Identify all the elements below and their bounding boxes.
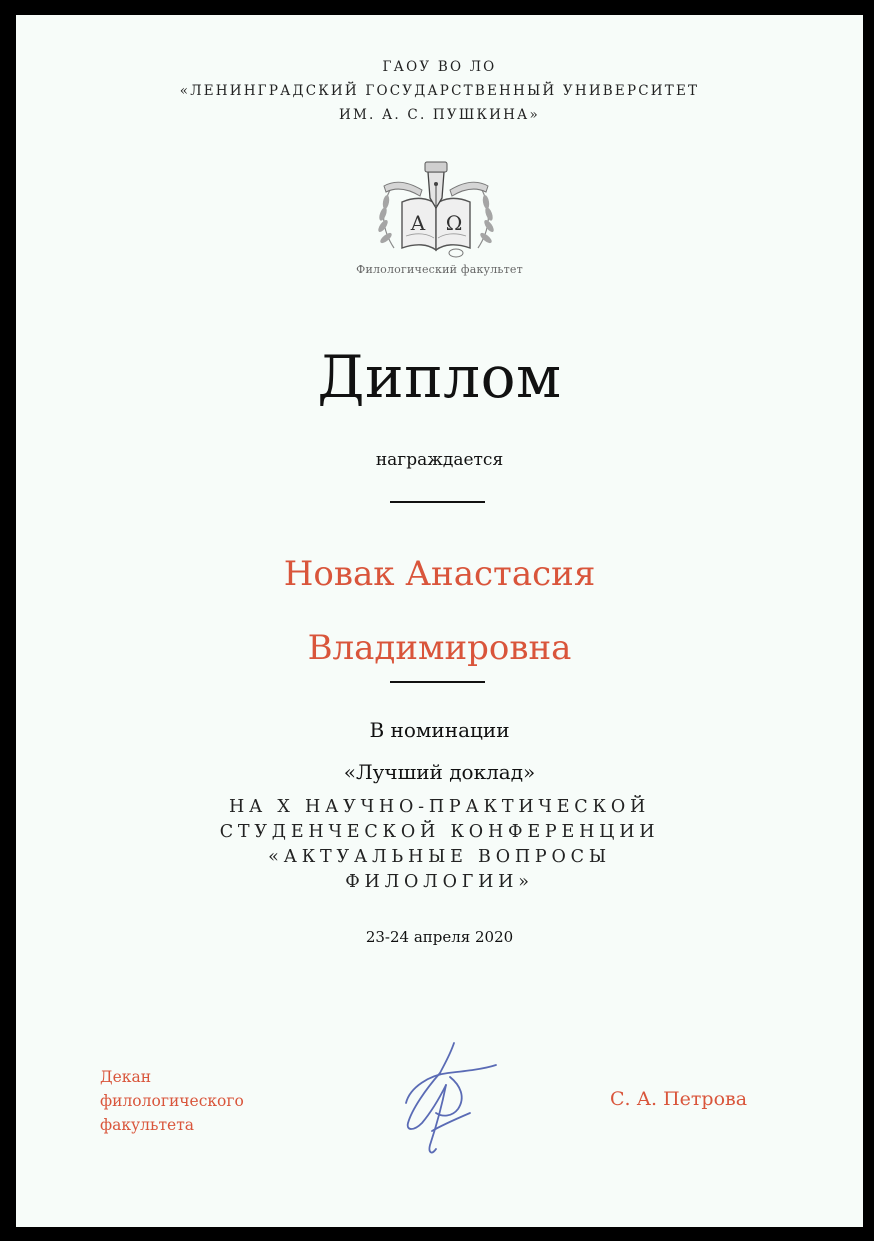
book-pen-emblem-icon	[336, 150, 536, 265]
institution-line-2: «ЛЕНИНГРАДСКИЙ ГОСУДАРСТВЕННЫЙ УНИВЕРСИТЕТ	[179, 83, 700, 99]
dean-title-line-2: филологического	[100, 1092, 244, 1110]
certificate-page	[16, 15, 863, 1227]
event-date: 23-24 апреля 2020	[365, 928, 514, 946]
institution-header	[16, 55, 863, 127]
institution-line-3: ИМ. А. С. ПУШКИНА»	[339, 107, 540, 123]
emblem-caption: Филологический факультет	[356, 263, 523, 276]
signer-name: С. А. Петрова	[610, 1088, 748, 1110]
recipient-name-line-1: Новак Анастасия	[283, 554, 596, 594]
nomination-label: В номинации	[369, 718, 510, 742]
alpha-letter: Α	[410, 211, 426, 235]
nomination-value: «Лучший доклад»	[343, 760, 536, 784]
conference-line-3: «АКТУАЛЬНЫЕ ВОПРОСЫ	[268, 847, 611, 867]
awarded-text: награждается	[375, 450, 504, 470]
conference-line-2: СТУДЕНЧЕСКОЙ КОНФЕРЕНЦИИ	[219, 822, 660, 842]
certificate-title: Диплом	[317, 343, 562, 411]
dean-title-line-1: Декан	[100, 1068, 152, 1086]
divider-top	[390, 501, 485, 503]
omega-letter: Ω	[445, 211, 463, 235]
dean-title	[100, 1065, 244, 1137]
dean-title-line-3: факультета	[100, 1116, 195, 1134]
recipient-name-line-2: Владимировна	[307, 628, 572, 668]
nomination-block	[16, 709, 863, 793]
conference-block	[16, 795, 863, 895]
handwritten-signature	[396, 1035, 506, 1165]
institution-line-1: ГАОУ ВО ЛО	[382, 59, 497, 75]
conference-line-1: НА X НАУЧНО-ПРАКТИЧЕСКОЙ	[228, 797, 651, 817]
recipient-name	[16, 537, 863, 685]
conference-line-4: ФИЛОЛОГИИ»	[345, 872, 534, 892]
divider-bottom	[390, 681, 485, 683]
